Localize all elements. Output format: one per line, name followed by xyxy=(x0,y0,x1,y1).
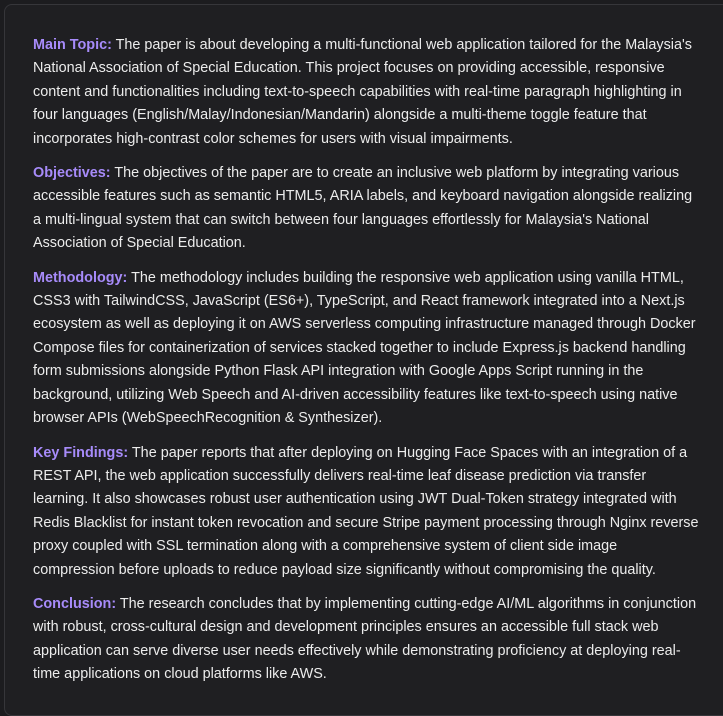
section-methodology xyxy=(33,267,699,431)
section-key-findings xyxy=(33,442,699,582)
section-text: The research concludes that by implementing cutting-edge AI/ML algorithms in conjunction with robust, cross-cultural design and development principles ensures an accessible full stack web application can serve diverse user needs effectively while demonstrating proficiency at deploying real-time applications on cloud platforms like AWS. xyxy=(33,595,697,683)
section-main-topic xyxy=(33,34,699,151)
section-text: The methodology includes building the responsive web application using vanilla HTML, CSS3 with TailwindCSS, JavaScript (ES6+), TypeScript, and React framework integrated into a Next.js ecosystem as well as deploying it on AWS serverless computing infrastructure managed through Docker Compose files for containerization of services stacked together to include Express.js backend handling form submissions alongside Python Flask API integration with Google Apps Script running in the background, utilizing Web Speech and AI-driven accessibility features like text-to-speech using native browser APIs (WebSpeechRecognition & Synthesizer). xyxy=(33,269,696,427)
summary-panel xyxy=(4,4,723,716)
section-text: The objectives of the paper are to create an inclusive web platform by integrating various accessible features such as semantic HTML5, ARIA labels, and keyboard navigation alongside realizing a multi-lingual system that can switch between four languages effortlessly for Malaysia's National Association of Special Education. xyxy=(33,165,693,252)
section-label: Key Findings: xyxy=(33,444,129,461)
section-text: The paper reports that after deploying on Hugging Face Spaces with an integration of a REST API, the web application successfully delivers real-time leaf disease prediction via transfer learning. It also showcases robust user authentication using JWT Dual-Token strategy integrated with Redis Blacklist for instant token revocation and secure Stripe payment processing through Nginx reverse proxy coupled with SSL termination along with a comprehensive system of client side image compression before uploads to reduce payload size significantly without compromising the quality. xyxy=(33,444,699,578)
section-label: Objectives: xyxy=(33,165,111,182)
section-conclusion xyxy=(33,593,699,687)
section-label: Conclusion: xyxy=(33,595,117,612)
section-label: Methodology: xyxy=(33,269,128,286)
section-label: Main Topic: xyxy=(33,37,112,53)
section-text: The paper is about developing a multi-functional web application tailored for the Malaysia's National Association of Special Education. This project focuses on providing accessible, responsive content and functionalities including text-to-speech capabilities with real-time paragraph highlighting in four languages (English/Malay/Indonesian/Mandarin) alongside a multi-theme toggle feature that incorporates high-contrast color schemes for users with visual impairments. xyxy=(33,37,692,147)
section-objectives xyxy=(33,162,699,256)
